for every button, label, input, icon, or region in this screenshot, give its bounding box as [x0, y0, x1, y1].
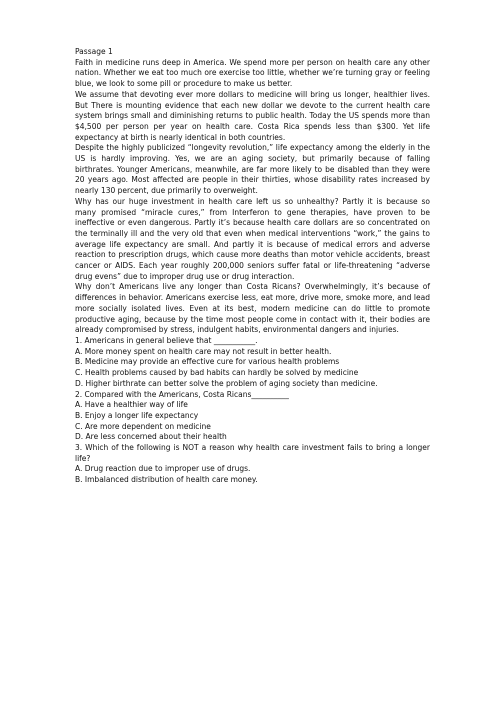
paragraph-2: We assume that devoting ever more dollars to medicine will bring us longer, healthier lives. But There is mounting evidence that each new dollar we devote to the current health care system brings small and diminishing returns to public health. Today the US spends more than $4,500 per person per year on health care. Costa Rica spends less than $300. Yet life expectancy at birth is nearly identical in both countries.: [75, 89, 430, 142]
paragraph-5: Why don’t Americans live any longer than Costa Ricans? Overwhelmingly, it’s because of differences in behavior. Americans exercise less, eat more, drive more, smoke more, and lead more socially isolated lives. Even at its best, modern medicine can do little to promote productive aging, because by the time most people come in contact with it, their bodies are already compromised by stress, indulgent habits, environmental dangers and injuries.: [75, 282, 430, 335]
paragraph-4: Why has our huge investment in health care left us so unhealthy? Partly it is because so many promised “miracle cures,” from Interferon to gene therapies, have proven to be ineffective or even dangerous. Partly it’s because health care dollars are so concentrated on the terminally ill and the very old that even when medical interventions “work,” the gains to average life expectancy are small. And partly it is because of medical errors and adverse reaction to prescription drugs, which cause more deaths than motor vehicle accidents, breast cancer or AIDS. Each year roughly 200,000 seniors suffer fatal or life-threatening “adverse drug evens” due to improper drug use or drug interaction.: [75, 196, 430, 281]
question-1-option-a: A. More money spent on health care may not result in better health.: [75, 346, 332, 356]
question-1: 1. Americans in general believe that ___________.: [75, 335, 258, 345]
question-2-option-c: C. Are more dependent on medicine: [75, 421, 211, 431]
paragraph-1: Faith in medicine runs deep in America. We spend more per person on health care any other nation. Whether we eat too much ore exercise too little, whether we’re turning gray or feeling blue, we look to some pill or procedure to make us better.: [75, 57, 430, 89]
question-1-option-c: C. Health problems caused by bad habits can hardly be solved by medicine: [75, 368, 359, 378]
question-2-option-a: A. Have a healthier way of life: [75, 400, 188, 410]
question-2-option-d: D. Are less concerned about their health: [75, 432, 227, 442]
document-page: [75, 47, 430, 486]
passage-title: Passage 1: [75, 47, 113, 56]
question-3: 3. Which of the following is NOT a reason why health care investment fails to bring a longer life?: [75, 443, 430, 463]
question-2: 2. Compared with the Americans, Costa Ricans__________: [75, 389, 289, 399]
question-1-option-d: D. Higher birthrate can better solve the problem of aging society than medicine.: [75, 378, 378, 388]
paragraph-3: Despite the highly publicized “longevity revolution,” life expectancy among the elderly in the US is hardly improving. Yes, we are an aging society, but primarily because of falling birthrates. Younger Americans, meanwhile, are far more likely to be disabled than they were 20 years ago. Most affected are people in their thirties, whose disability rates increased by nearly 130 percent, due primarily to overweight.: [75, 143, 430, 196]
question-3-option-a: A. Drug reaction due to improper use of drugs.: [75, 464, 251, 474]
question-1-option-b: B. Medicine may provide an effective cure for various health problems: [75, 357, 340, 367]
question-3-option-b: B. Imbalanced distribution of health care money.: [75, 475, 258, 485]
question-2-option-b: B. Enjoy a longer life expectancy: [75, 410, 199, 420]
